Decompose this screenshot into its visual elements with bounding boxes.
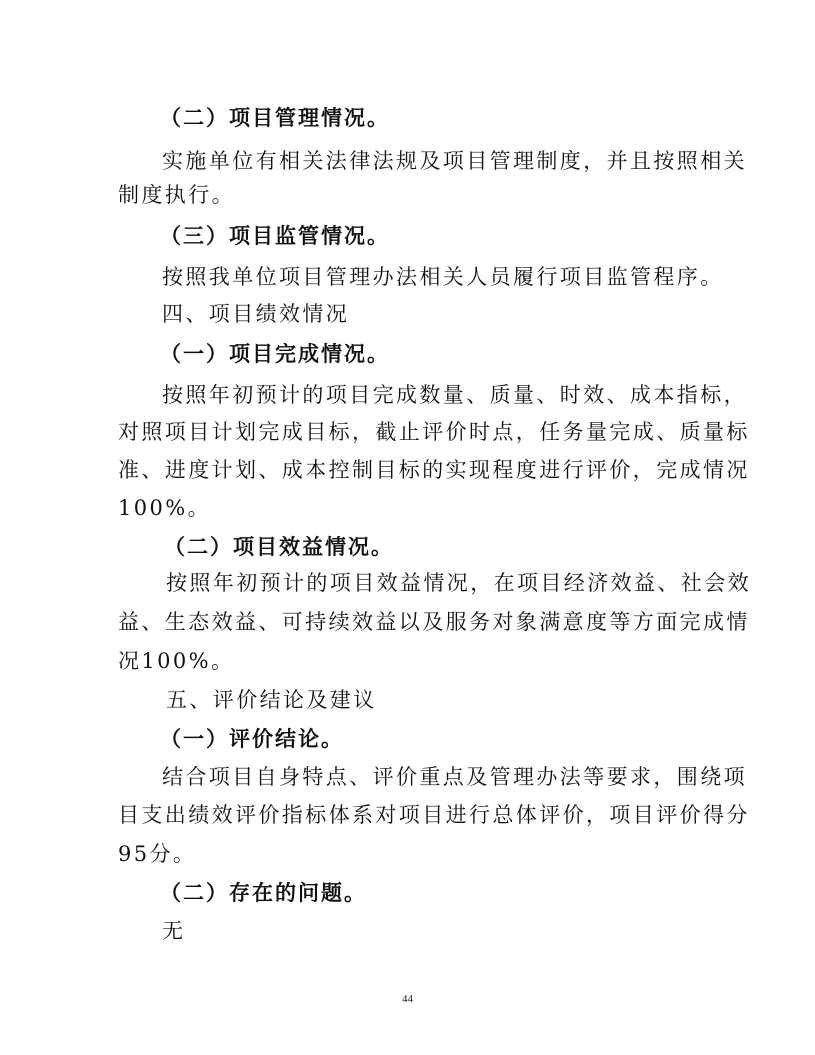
section-heading-four: 四、项目绩效情况 xyxy=(162,302,350,326)
heading-project-benefit: （二）项目效益情况。 xyxy=(164,534,394,559)
heading-existing-issues: （二）存在的问题。 xyxy=(160,880,367,905)
paragraph-line: 目支出绩效评价指标体系对项目进行总体评价，项目评价得分 xyxy=(118,803,750,827)
paragraph-line: 100%。 xyxy=(118,496,212,520)
paragraph-line: 准、进度计划、成本控制目标的实现程度进行评价，完成情况 xyxy=(118,458,750,482)
paragraph-line: 结合项目自身特点、评价重点及管理办法等要求，围绕项 xyxy=(162,765,747,789)
paragraph-line: 况100%。 xyxy=(118,649,235,673)
paragraph-line: 实施单位有相关法律法规及项目管理制度，并且按照相关 xyxy=(162,149,747,173)
paragraph-line: 无 xyxy=(162,919,186,943)
heading-project-supervision: （三）项目监管情况。 xyxy=(160,223,390,248)
paragraph-line: 按照我单位项目管理办法相关人员履行项目监管程序。 xyxy=(162,265,724,289)
paragraph-line: 益、生态效益、可持续效益以及服务对象满意度等方面完成情 xyxy=(118,610,750,634)
paragraph-line: 制度执行。 xyxy=(118,183,235,207)
section-heading-five: 五、评价结论及建议 xyxy=(166,688,377,712)
paragraph-line: 95分。 xyxy=(118,842,197,866)
paragraph-line: 按照年初预计的项目效益情况，在项目经济效益、社会效 xyxy=(166,571,751,595)
heading-project-management: （二）项目管理情况。 xyxy=(160,105,390,130)
heading-project-completion: （一）项目完成情况。 xyxy=(160,341,390,366)
paragraph-line: 对照项目计划完成目标，截止评价时点，任务量完成、质量标 xyxy=(118,420,750,444)
paragraph-line: 按照年初预计的项目完成数量、质量、时效、成本指标， xyxy=(162,383,747,407)
page-number: 44 xyxy=(402,993,413,1005)
heading-evaluation-conclusion: （一）评价结论。 xyxy=(160,726,344,751)
